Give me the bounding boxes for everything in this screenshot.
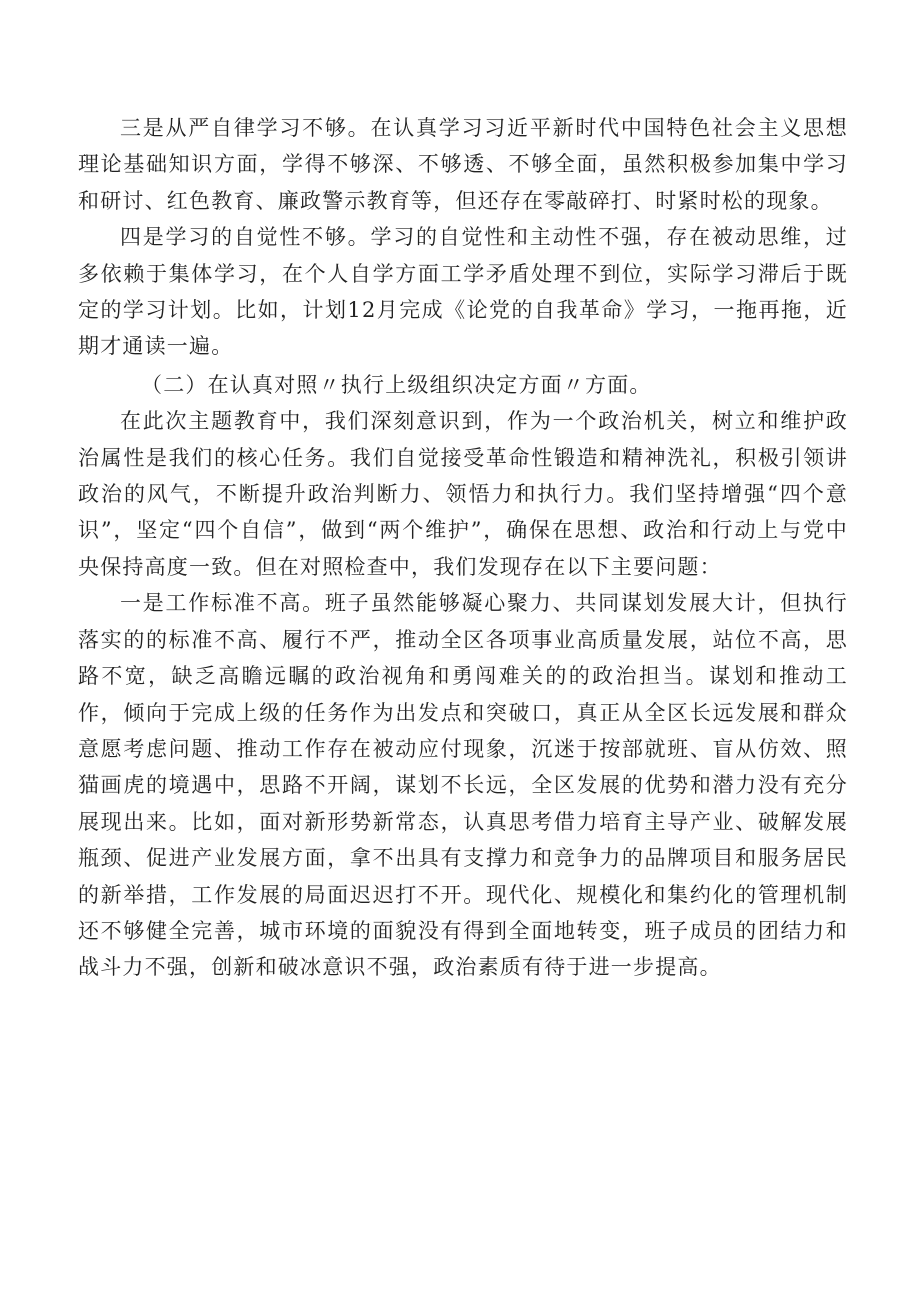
paragraph-study-discipline: 三是从严自律学习不够。在认真学习习近平新时代中国特色社会主义思想理论基础知识方面，学得不够深、不够透、不够全面，虽然积极参加集中学习和研讨、红色教育、廉政警示教育等，但还存在零敲碎打、时紧时松的现象。 [78, 116, 848, 213]
section-heading: （二）在认真对照〃执行上级组织决定方面〃方面。 [141, 372, 652, 397]
paragraph-work-standards: 一是工作标准不高。班子虽然能够凝心聚力、共同谋划发展大计，但执行落实的的标准不高、履行不严，推动全区各项事业高质量发展，站位不高，思路不宽，缺乏高瞻远瞩的政治视角和勇闯难关的的政治担当。谋划和推动工作，倾向于完成上级的任务作为出发点和突破口，真正从全区长远发展和群众意愿考虑问题、推动工作存在被动应付现象，沉迷于按部就班、盲从仿效、照猫画虎的境遇中，思路不开阔，谋划不长远，全区发展的优势和潜力没有充分展现出来。比如，面对新形势新常态，认真思考借力培育主导产业、破解发展瓶颈、促进产业发展方面，拿不出具有支撑力和竞争力的品牌项目和服务居民的新举措，工作发展的局面迟迟打不开。现代化、规模化和集约化的管理机制还不够健全完善，城市环境的面貌没有得到全面地转变，班子成员的团结力和战斗力不强，创新和破冰意识不强，政治素质有待于进一步提高。 [78, 591, 848, 980]
paragraph-political-attributes: 在此次主题教育中，我们深刻意识到，作为一个政治机关，树立和维护政治属性是我们的核心任务。我们自觉接受革命性锻造和精神洗礼，积极引领讲政治的风气，不断提升政治判断力、领悟力和执行力。我们坚持增强“四个意识”，坚定“四个自信”，做到“两个维护”，确保在思想、政治和行动上与党中央保持高度一致。但在对照检查中，我们发现存在以下主要问题： [78, 409, 848, 579]
paragraph-study-initiative: 四是学习的自觉性不够。学习的自觉性和主动性不强，存在被动思维，过多依赖于集体学习，在个人自学方面工学矛盾处理不到位，实际学习滞后于既定的学习计划。比如，计划12月完成《论党的自我革命》学习，一拖再拖，近期才通读一遍。 [78, 225, 848, 359]
